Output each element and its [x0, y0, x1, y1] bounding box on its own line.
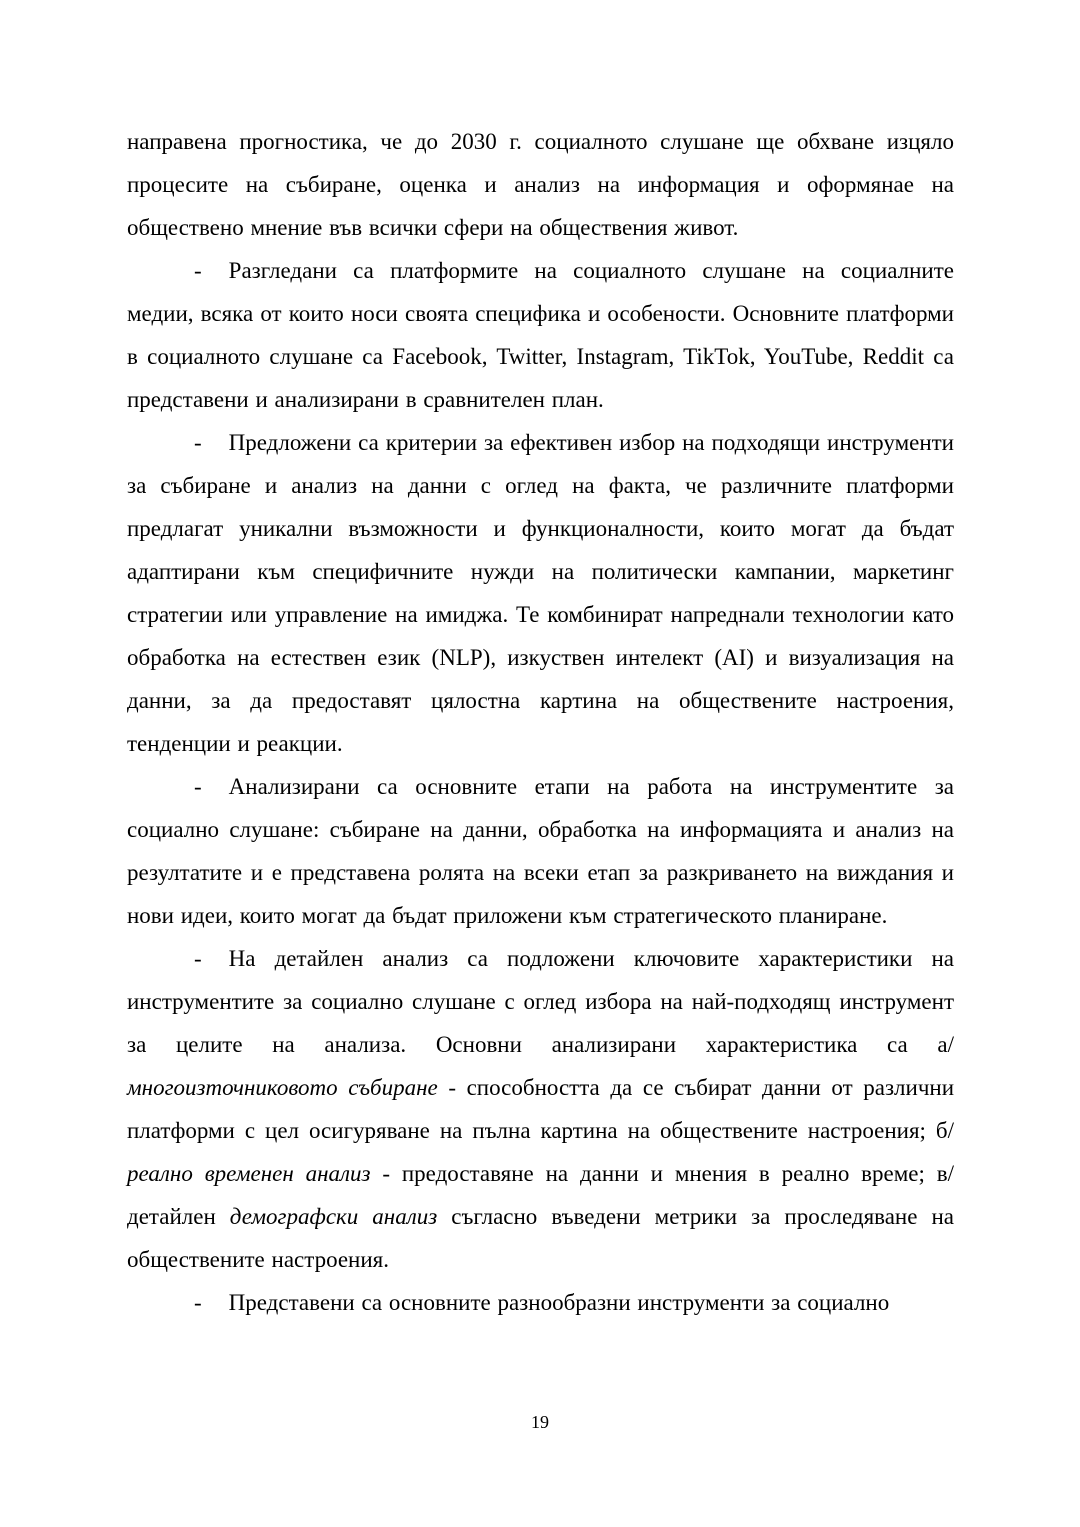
paragraph [127, 120, 954, 249]
bullet-dash: - [194, 1290, 202, 1315]
bullet-dash: - [194, 946, 202, 971]
paragraph [127, 1281, 954, 1324]
text-run: направена прогностика, че до 2030 г. социалното слушане ще обхване изцяло процесите на събиране, оценка и анализ на информация и оформянае на обществено мнение във всички сфери на обществения живот. [127, 129, 954, 240]
paragraph [127, 765, 954, 937]
bullet-dash: - [194, 430, 202, 455]
text-run: съгласно въведени метрики за проследяване на обществените настроения. [127, 1204, 954, 1272]
text-run: Предложени са критерии за ефективен избор на подходящи инструменти за събиране и анализ на данни с оглед на факта, че различните платформи предлагат уникални възможности и функционалности, които могат да бъдат адаптирани към специфичните нужди на политически кампании, маркетинг стратегии или управление на имиджа. Те комбинират напреднали технологии като обработка на естествен език (NLP), изкуствен интелект (AI) и визуализация на данни, за да предоставят цялостна картина на обществените настроения, тенденции и реакции. [127, 430, 954, 756]
text-run: Представени са основните разнообразни инструменти за социално [228, 1290, 890, 1315]
text-run: На детайлен анализ са подложени ключовите характеристики на инструментите за социално слушане с оглед избора на най-подходящ инструмент за целите на анализа. Основни анализирани характеристика са а/ [127, 946, 954, 1057]
bullet-dash: - [194, 258, 202, 283]
text-run: - предоставяне на данни и мнения в реално време; в/ детайлен [127, 1161, 955, 1229]
italic-text-run: демографски анализ [229, 1204, 438, 1229]
paragraph [127, 421, 954, 765]
italic-text-run: реално временен анализ [127, 1161, 371, 1186]
paragraph [127, 937, 954, 1281]
italic-text-run: многоизточниковото събиране [127, 1075, 438, 1100]
text-run: Анализирани са основните етапи на работа на инструментите за социално слушане: събиране на данни, обработка на информацията и анализ на резултатите и е представена ролята на всеки етап за разкриването на виждания и нови идеи, които могат да бъдат приложени към стратегическото планиране. [127, 774, 954, 928]
page-number: 19 [531, 1412, 549, 1432]
text-run: Разгледани са платформите на социалното слушане на социалните медии, всяка от които носи своята специфика и особености. Основните платформи в социалното слушане са Facebook, Twitter, Instagram, TikTok, YouTube, Reddit са представени и анализирани в сравнителен план. [127, 258, 954, 412]
page-body [127, 120, 954, 1324]
text-run: - способността да се събират данни от различни платформи с цел осигуряване на пълна картина на обществените настроения; б/ [127, 1075, 955, 1143]
bullet-dash: - [194, 774, 202, 799]
paragraph [127, 249, 954, 421]
